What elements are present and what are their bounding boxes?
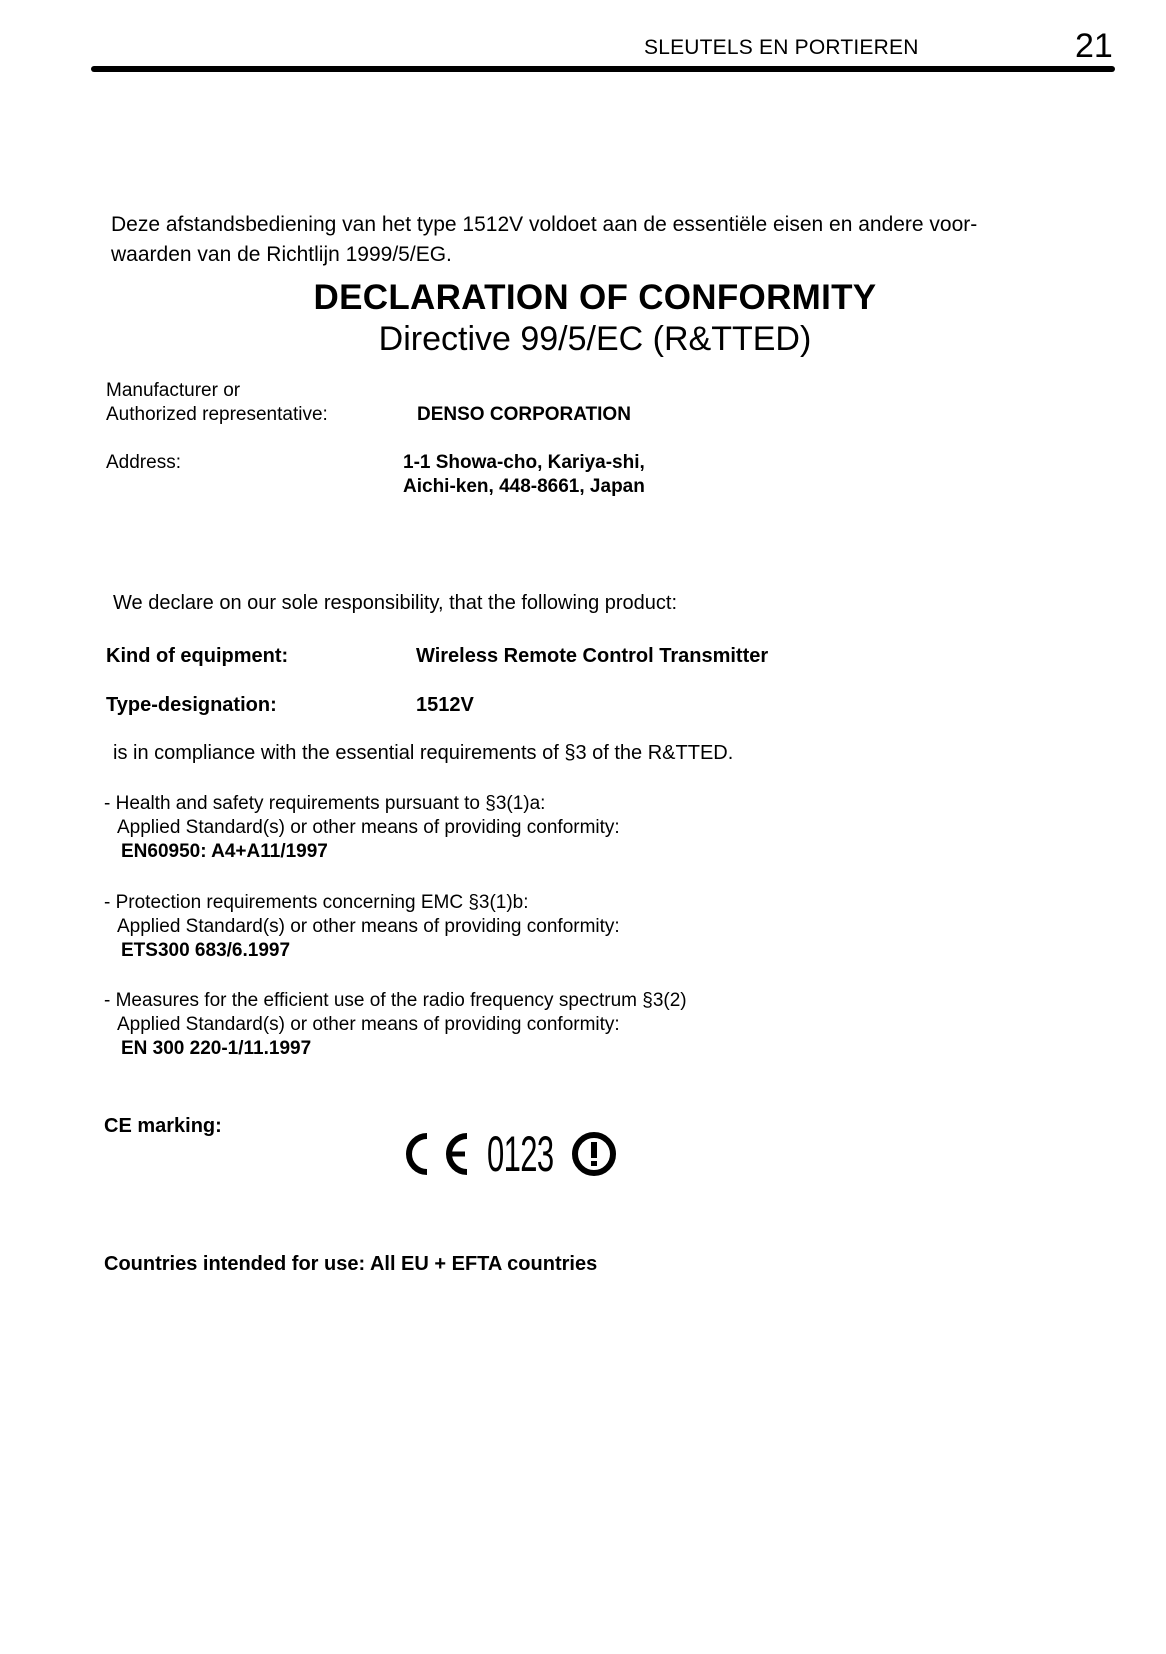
directive-subtitle: Directive 99/5/EC (R&TTED) — [378, 320, 812, 358]
compliance-statement: is in compliance with the essential requirements of §3 of the R&TTED. — [113, 742, 734, 764]
type-designation-value: 1512V — [416, 694, 474, 716]
kind-of-equipment-label: Kind of equipment: — [106, 645, 289, 667]
ce-mark-icon — [405, 1130, 483, 1178]
requirement-heading-emc: - Protection requirements concerning EMC §3(1)b: — [104, 892, 529, 913]
notified-body-number: 0123 — [487, 1126, 554, 1182]
address-label: Address: — [106, 452, 181, 473]
requirement-applied-health-safety: Applied Standard(s) or other means of providing conformity: — [117, 817, 620, 838]
requirement-standard-radio-spectrum: EN 300 220-1/11.1997 — [121, 1038, 312, 1059]
kind-of-equipment-value: Wireless Remote Control Transmitter — [416, 645, 769, 667]
requirement-heading-radio-spectrum: - Measures for the efficient use of the radio frequency spectrum §3(2) — [104, 990, 687, 1011]
manufacturer-value: DENSO CORPORATION — [417, 404, 631, 425]
page-number: 21 — [1075, 27, 1113, 65]
ce-marking-label: CE marking: — [104, 1115, 222, 1137]
address-line-1: 1-1 Showa-cho, Kariya-shi, — [403, 452, 645, 473]
intro-line-2: waarden van de Richtlijn 1999/5/EG. — [111, 243, 452, 266]
requirement-applied-radio-spectrum: Applied Standard(s) or other means of providing conformity: — [117, 1014, 620, 1035]
alert-class2-icon — [571, 1131, 617, 1177]
type-designation-label: Type-designation: — [106, 694, 277, 716]
address-line-2: Aichi-ken, 448-8661, Japan — [403, 476, 645, 497]
ce-marking-symbol — [405, 1128, 617, 1180]
requirement-applied-emc: Applied Standard(s) or other means of providing conformity: — [117, 916, 620, 937]
declaration-title: DECLARATION OF CONFORMITY — [313, 278, 877, 317]
intro-line-1: Deze afstandsbediening van het type 1512V voldoet aan de essentiële eisen en andere voor- — [111, 213, 978, 236]
section-title: SLEUTELS EN PORTIEREN — [644, 36, 919, 59]
intro-paragraph — [111, 210, 1071, 270]
requirement-standard-health-safety: EN60950: A4+A11/1997 — [121, 841, 328, 862]
declaration-statement: We declare on our sole responsibility, that the following product: — [113, 592, 678, 614]
requirement-heading-health-safety: - Health and safety requirements pursuant to §3(1)a: — [104, 793, 546, 814]
header-rule — [91, 66, 1115, 72]
manufacturer-label-line2: Authorized representative: — [106, 404, 328, 425]
requirement-standard-emc: ETS300 683/6.1997 — [121, 940, 291, 961]
manufacturer-label-line1: Manufacturer or — [106, 380, 241, 401]
countries-intended-for-use: Countries intended for use: All EU + EFTA countries — [104, 1253, 598, 1275]
